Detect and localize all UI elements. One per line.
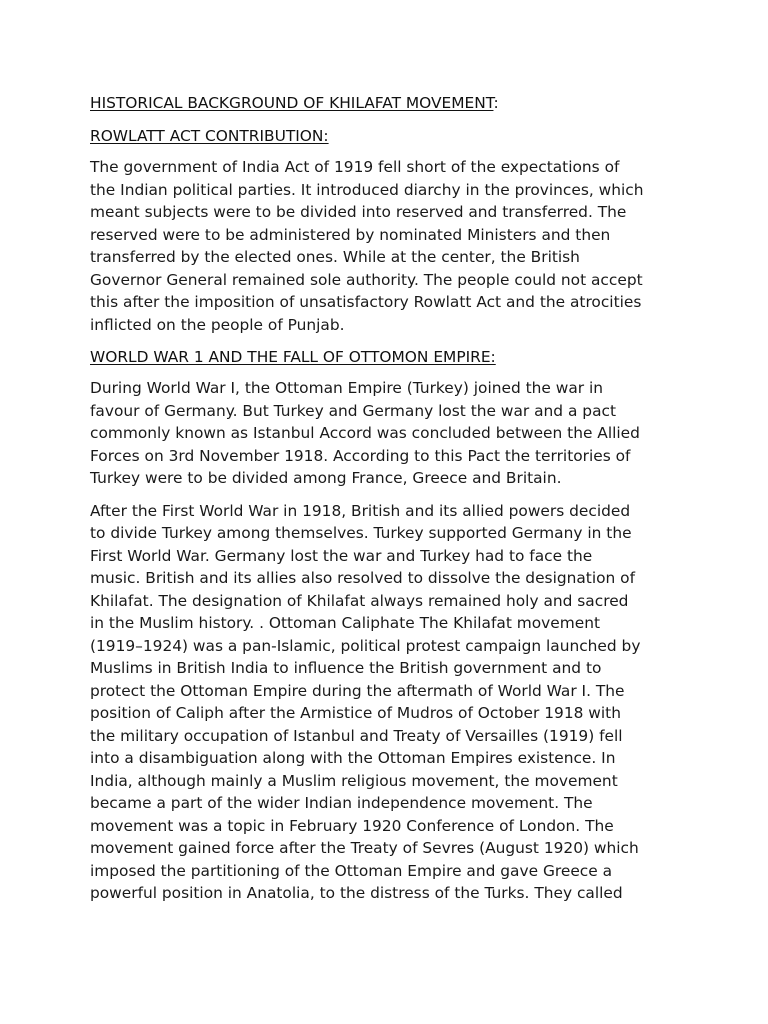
paragraph-line: music. British and its allies also resolved to dissolve the designation of [90, 569, 636, 587]
paragraph-line: reserved were to be administered by nominated Ministers and then [90, 225, 611, 244]
main-heading [90, 92, 690, 114]
paragraph-line: Khilafat. The designation of Khilafat always remained holy and sacred [90, 591, 629, 610]
document-body [90, 92, 690, 915]
main-heading-text: HISTORICAL BACKGROUND OF KHILAFAT MOVEMENT [90, 94, 494, 112]
paragraph-line: The government of India Act of 1919 fell short of the expectations of [90, 158, 620, 176]
paragraph-line: became a part of the wider Indian independence movement. The [90, 794, 593, 812]
paragraph-line: favour of Germany. But Turkey and Germany lost the war and a pact [90, 401, 616, 420]
rowlatt-paragraph [90, 156, 690, 336]
rowlatt-heading-text: ROWLATT ACT CONTRIBUTION: [90, 127, 329, 145]
paragraph-line: position of Caliph after the Armistice of Mudros of October 1918 with [90, 704, 621, 722]
paragraph-line: (1919–1924) was a pan-Islamic, political protest campaign launched by [90, 636, 641, 655]
paragraph-line: movement was a topic in February 1920 Conference of London. The [90, 816, 614, 835]
paragraph-line: this after the imposition of unsatisfactory Rowlatt Act and the atrocities [90, 293, 642, 311]
paragraph-line: transferred by the elected ones. While at the center, the British [90, 248, 580, 266]
paragraph-line: protect the Ottoman Empire during the aftermath of World War I. The [90, 681, 625, 700]
paragraph-line: inflicted on the people of Punjab. [90, 315, 345, 334]
paragraph-line: the Indian political parties. It introduced diarchy in the provinces, which [90, 180, 644, 199]
paragraph-line: imposed the partitioning of the Ottoman Empire and gave Greece a [90, 861, 613, 880]
rowlatt-heading [90, 125, 690, 147]
main-heading-colon: : [493, 94, 499, 112]
aftermath-paragraph [90, 500, 690, 905]
ww1-heading [90, 346, 690, 368]
ww1-paragraph [90, 377, 690, 490]
paragraph-line: Governor General remained sole authority. The people could not accept [90, 270, 643, 289]
ww1-heading-text: WORLD WAR 1 AND THE FALL OF OTTOMON EMPIRE: [90, 348, 496, 366]
paragraph-line: the military occupation of Istanbul and Treaty of Versailles (1919) fell [90, 726, 623, 745]
paragraph-line: During World War I, the Ottoman Empire (Turkey) joined the war in [90, 379, 604, 397]
paragraph-line: into a disambiguation along with the Ottoman Empires existence. In [90, 749, 616, 767]
paragraph-line: Muslims in British India to influence the British government and to [90, 659, 602, 677]
paragraph-line: in the Muslim history. . Ottoman Caliphate The Khilafat movement [90, 614, 600, 632]
paragraph-line: commonly known as Istanbul Accord was concluded between the Allied [90, 424, 640, 442]
paragraph-line: After the First World War in 1918, British and its allied powers decided [90, 501, 631, 520]
paragraph-line: meant subjects were to be divided into reserved and transferred. The [90, 203, 627, 221]
paragraph-line: Turkey were to be divided among France, Greece and Britain. [90, 469, 562, 487]
paragraph-line: India, although mainly a Muslim religious movement, the movement [90, 771, 618, 790]
paragraph-line: First World War. Germany lost the war and Turkey had to face the [90, 546, 593, 565]
paragraph-line: movement gained force after the Treaty of Sevres (August 1920) which [90, 839, 639, 857]
paragraph-line: to divide Turkey among themselves. Turkey supported Germany in the [90, 524, 632, 542]
paragraph-line: powerful position in Anatolia, to the distress of the Turks. They called [90, 884, 623, 902]
paragraph-line: Forces on 3rd November 1918. According to this Pact the territories of [90, 446, 631, 465]
